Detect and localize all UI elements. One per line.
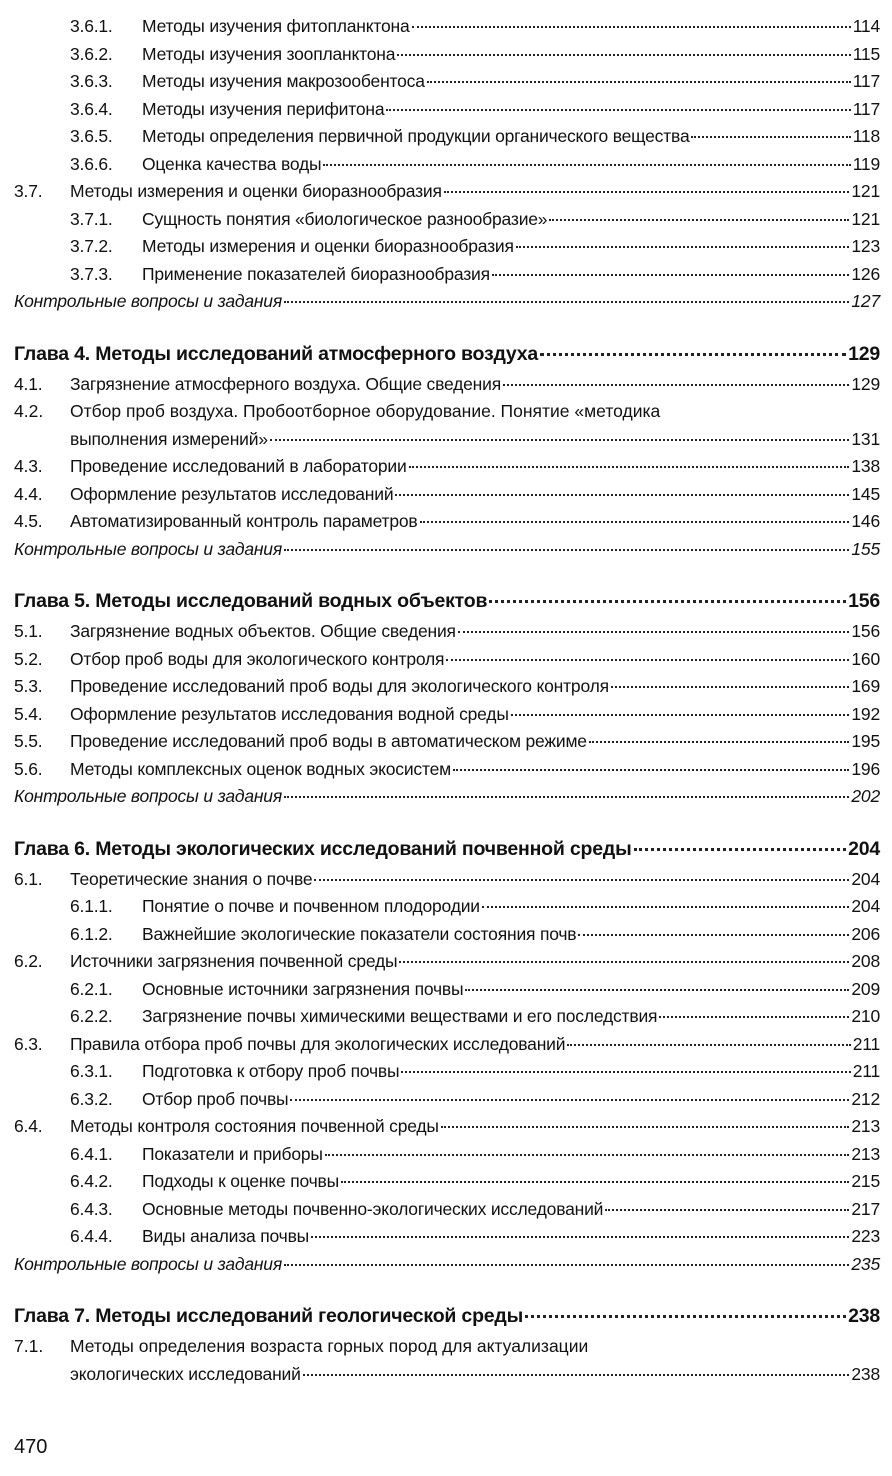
entry-number: 3.7.2. (70, 236, 113, 256)
dot-leader (489, 600, 846, 603)
entry-number: 4.1. (14, 373, 43, 394)
entry-number: 6.2. (14, 951, 43, 971)
toc-entry-first-line[interactable] (14, 398, 880, 426)
toc-entry[interactable] (14, 948, 880, 976)
entry-title: Правила отбора проб почвы для экологических исследований (70, 1033, 566, 1054)
dot-leader (341, 1181, 849, 1183)
entry-title: Теоретические знания о почве (70, 868, 313, 889)
dot-leader (605, 1209, 849, 1211)
toc-entry[interactable] (14, 673, 880, 701)
dot-leader (611, 686, 850, 688)
entry-page: 145 (851, 483, 880, 504)
entry-title: Основные методы почвенно-экологических исследований (142, 1198, 604, 1219)
entry-page: 213 (851, 1143, 880, 1164)
entry-title: Контрольные вопросы и задания (14, 291, 282, 311)
entry-title: Методы изучения макрозообентоса (142, 71, 425, 91)
entry-number: 3.6.4. (70, 98, 113, 119)
entry-title: Автоматизированный контроль параметров (70, 511, 418, 531)
entry-title: экологических исследований (70, 1363, 301, 1384)
dot-leader (325, 1154, 850, 1156)
review-questions-entry[interactable] (14, 1251, 880, 1279)
entry-number: 5.1. (14, 621, 43, 641)
entry-title: Источники загрязнения почвенной среды (70, 951, 398, 971)
entry-title: Методы изучения фитопланктона (142, 16, 410, 36)
toc-entry[interactable] (14, 453, 880, 481)
entry-number: 3.6.3. (70, 71, 113, 91)
dot-leader (567, 1044, 850, 1046)
entry-title: Применение показателей биоразнообразия (142, 263, 490, 284)
dot-leader (446, 659, 849, 661)
dot-leader (399, 961, 849, 963)
dot-leader (465, 989, 849, 991)
entry-number: 3.6.2. (70, 43, 113, 64)
entry-page: 204 (851, 896, 880, 916)
chapter-heading[interactable] (14, 1299, 880, 1333)
toc-entry[interactable] (14, 233, 880, 261)
entry-number: 6.4.4. (70, 1226, 113, 1246)
dot-leader (578, 934, 849, 936)
toc-entry[interactable] (14, 1113, 880, 1141)
dot-leader (284, 796, 849, 798)
entry-number: 6.4.1. (70, 1143, 113, 1164)
entry-title: Отбор проб почвы (142, 1088, 289, 1109)
dot-leader (691, 136, 850, 138)
entry-title: Подготовка к отбору проб почвы (142, 1061, 400, 1081)
dot-leader (409, 466, 850, 468)
dot-leader (386, 109, 850, 111)
dot-leader (323, 164, 850, 166)
dot-leader (503, 384, 849, 386)
entry-title: Контрольные вопросы и задания (14, 786, 282, 806)
entry-page: 208 (851, 951, 880, 971)
entry-page: 117 (852, 71, 880, 91)
entry-title: Проведение исследований проб воды для экологического контроля (70, 676, 609, 696)
entry-page: 209 (851, 978, 880, 999)
dot-leader (458, 631, 850, 633)
toc-entry[interactable] (14, 371, 880, 399)
toc-entry[interactable] (14, 1003, 880, 1031)
entry-page: 123 (851, 236, 880, 256)
toc-entry[interactable] (14, 893, 880, 921)
entry-page: 146 (851, 511, 880, 531)
entry-number: 4.2. (14, 401, 44, 421)
entry-page: 138 (851, 456, 880, 476)
entry-number: 6.3.2. (70, 1088, 113, 1109)
review-questions-entry[interactable] (14, 288, 880, 316)
entry-page: 210 (851, 1006, 880, 1026)
entry-title: Методы комплексных оценок водных экосистем (70, 758, 451, 779)
entry-title: Методы измерения и оценки биоразнообразия (142, 236, 514, 256)
entry-page: 217 (851, 1198, 880, 1219)
toc-entry[interactable] (14, 1031, 880, 1059)
toc-entry[interactable] (14, 123, 880, 151)
entry-title: Методы измерения и оценки биоразнообразия (70, 181, 442, 201)
entry-page: 238 (851, 1363, 880, 1384)
entry-page: 114 (852, 16, 880, 36)
toc-entry[interactable] (14, 1058, 880, 1086)
entry-page: 121 (851, 181, 880, 201)
entry-title: Методы изучения зоопланктона (142, 43, 396, 64)
entry-number: 6.4.3. (70, 1198, 113, 1219)
dot-leader (516, 246, 850, 248)
entry-number: 6.3. (14, 1033, 43, 1054)
entry-title: Контрольные вопросы и задания (14, 1253, 282, 1274)
dot-leader (482, 906, 850, 908)
entry-title: Оформление результатов исследований (70, 483, 394, 504)
entry-title: Понятие о почве и почвенном плодородии (142, 896, 480, 916)
dot-leader (284, 301, 849, 303)
toc-entry[interactable] (14, 646, 880, 674)
entry-page: 119 (852, 153, 880, 174)
toc-entry[interactable] (14, 481, 880, 509)
toc-entry[interactable] (14, 96, 880, 124)
entry-title: Подходы к оценке почвы (142, 1171, 340, 1191)
toc-entry[interactable] (14, 261, 880, 289)
entry-title: Глава 7. Методы исследований геологической среды (14, 1305, 524, 1327)
entry-title: Методы контроля состояния почвенной среды (70, 1116, 439, 1136)
chapter-heading[interactable] (14, 584, 880, 618)
entry-page: 212 (851, 1088, 880, 1109)
dot-leader (540, 353, 846, 356)
dot-leader (303, 1374, 850, 1376)
entry-page: 196 (851, 758, 880, 779)
entry-title: Глава 6. Методы экологических исследований почвенной среды (14, 837, 632, 860)
entry-page: 204 (848, 837, 880, 860)
toc-entry[interactable] (14, 178, 880, 206)
entry-page: 215 (851, 1171, 880, 1191)
review-questions-entry[interactable] (14, 783, 880, 811)
chapter-heading[interactable] (14, 337, 880, 371)
entry-title: Методы определения первичной продукции органического вещества (142, 126, 690, 146)
dot-leader (589, 741, 850, 743)
entry-title: Глава 5. Методы исследований водных объектов (14, 590, 488, 612)
entry-page: 202 (851, 786, 880, 806)
entry-title: Контрольные вопросы и задания (14, 538, 282, 559)
dot-leader (420, 521, 850, 523)
entry-number: 4.5. (14, 511, 43, 531)
entry-number: 3.6.1. (70, 16, 113, 36)
entry-page: 156 (851, 621, 880, 641)
toc-entry[interactable] (14, 866, 880, 894)
entry-page: 169 (851, 676, 880, 696)
entry-page: 192 (851, 703, 880, 724)
dot-leader (397, 54, 850, 56)
toc-entry[interactable] (14, 1141, 880, 1169)
entry-page: 206 (851, 923, 880, 944)
toc-entry[interactable] (14, 921, 880, 949)
toc-entry[interactable] (14, 508, 880, 536)
entry-title: Загрязнение почвы химическими веществами и его последствия (142, 1006, 658, 1026)
entry-number: 6.2.1. (70, 978, 113, 999)
toc-entry[interactable] (14, 1196, 880, 1224)
dot-leader (311, 1236, 849, 1238)
entry-number: 7.1. (14, 1336, 44, 1356)
entry-number: 6.4. (14, 1116, 43, 1136)
entry-number: 3.6.6. (70, 153, 113, 174)
dot-leader (453, 769, 849, 771)
entry-number: 3.7.1. (70, 208, 113, 229)
dot-leader (401, 1071, 850, 1073)
entry-page: 129 (851, 373, 880, 394)
entry-number: 6.4.2. (70, 1171, 113, 1191)
entry-title: Виды анализа почвы (142, 1226, 310, 1246)
toc-entry[interactable] (14, 1168, 880, 1196)
entry-page: 155 (851, 538, 880, 559)
entry-page: 127 (851, 291, 880, 311)
entry-title: Основные источники загрязнения почвы (142, 978, 464, 999)
toc-entry[interactable] (14, 206, 880, 234)
entry-number: 6.2.2. (70, 1006, 113, 1026)
entry-page: 160 (851, 648, 880, 669)
toc-entry-first-line[interactable] (14, 1333, 880, 1361)
toc-entry[interactable] (14, 1223, 880, 1251)
entry-title: Методы определения возраста горных пород для актуализации (70, 1336, 589, 1356)
entry-number: 5.4. (14, 703, 43, 724)
entry-page: 117 (852, 98, 880, 119)
page-number: 470 (14, 1436, 48, 1458)
entry-title: Отбор проб воздуха. Пробоотборное оборудование. Понятие «методика (70, 401, 661, 421)
entry-page: 211 (852, 1033, 880, 1054)
toc-entry[interactable] (14, 701, 880, 729)
entry-number: 6.1. (14, 868, 43, 889)
entry-page: 223 (851, 1226, 880, 1246)
entry-page: 213 (851, 1116, 880, 1136)
dot-leader (284, 549, 849, 551)
review-questions-entry[interactable] (14, 536, 880, 564)
toc-entry[interactable] (14, 13, 880, 41)
entry-title: выполнения измерений» (70, 428, 268, 449)
toc-entry[interactable] (14, 68, 880, 96)
dot-leader (314, 879, 849, 881)
toc-entry[interactable] (14, 426, 880, 454)
dot-leader (412, 26, 851, 28)
entry-title: Методы изучения перифитона (142, 98, 385, 119)
entry-page: 195 (851, 731, 880, 751)
entry-title: Оценка качества воды (142, 153, 322, 174)
dot-leader (290, 1099, 849, 1101)
entry-number: 5.5. (14, 731, 43, 751)
entry-number: 3.6.5. (70, 126, 113, 146)
entry-number: 3.7. (14, 181, 43, 201)
entry-page: 238 (848, 1305, 880, 1327)
entry-page: 204 (851, 868, 880, 889)
entry-page: 211 (852, 1061, 880, 1081)
entry-title: Оформление результатов исследования водной среды (70, 703, 509, 724)
entry-title: Показатели и приборы (142, 1143, 323, 1164)
toc-entry[interactable] (14, 41, 880, 69)
entry-page: 118 (852, 126, 880, 146)
entry-number: 6.1.1. (70, 896, 113, 916)
entry-page: 121 (851, 208, 880, 229)
entry-title: Загрязнение атмосферного воздуха. Общие сведения (70, 373, 501, 394)
toc-entry[interactable] (14, 618, 880, 646)
dot-leader (284, 1264, 849, 1266)
dot-leader (511, 714, 850, 716)
toc-entry[interactable] (14, 976, 880, 1004)
entry-number: 5.3. (14, 676, 43, 696)
table-of-contents (14, 13, 880, 1388)
dot-leader (634, 848, 847, 851)
entry-number: 5.2. (14, 648, 43, 669)
dot-leader (427, 81, 851, 83)
entry-number: 4.4. (14, 483, 43, 504)
entry-title: Проведение исследований проб воды в автоматическом режиме (70, 731, 587, 751)
entry-title: Глава 4. Методы исследований атмосферного воздуха (14, 342, 539, 365)
dot-leader (525, 1315, 846, 1318)
entry-number: 6.3.1. (70, 1061, 113, 1081)
dot-leader (659, 1016, 849, 1018)
entry-page: 126 (851, 263, 880, 284)
toc-entry[interactable] (14, 1086, 880, 1114)
toc-entry[interactable] (14, 1361, 880, 1389)
chapter-heading[interactable] (14, 832, 880, 866)
toc-entry[interactable] (14, 151, 880, 179)
entry-page: 115 (852, 43, 880, 64)
entry-page: 129 (848, 342, 880, 365)
entry-number: 6.1.2. (70, 923, 113, 944)
dot-leader (549, 219, 849, 221)
dot-leader (270, 439, 850, 441)
toc-entry[interactable] (14, 756, 880, 784)
dot-leader (441, 1126, 850, 1128)
entry-number: 4.3. (14, 456, 43, 476)
entry-page: 156 (848, 590, 880, 612)
entry-page: 235 (851, 1253, 880, 1274)
entry-title: Загрязнение водных объектов. Общие сведения (70, 621, 456, 641)
entry-number: 3.7.3. (70, 263, 113, 284)
entry-title: Проведение исследований в лаборатории (70, 456, 407, 476)
entry-page: 131 (851, 428, 880, 449)
entry-title: Важнейшие экологические показатели состояния почв (142, 923, 577, 944)
entry-number: 5.6. (14, 758, 43, 779)
dot-leader (492, 274, 849, 276)
entry-title: Отбор проб воды для экологического контроля (70, 648, 445, 669)
dot-leader (395, 494, 849, 496)
entry-title: Сущность понятия «биологическое разнообразие» (142, 208, 548, 229)
toc-entry[interactable] (14, 728, 880, 756)
dot-leader (444, 191, 850, 193)
